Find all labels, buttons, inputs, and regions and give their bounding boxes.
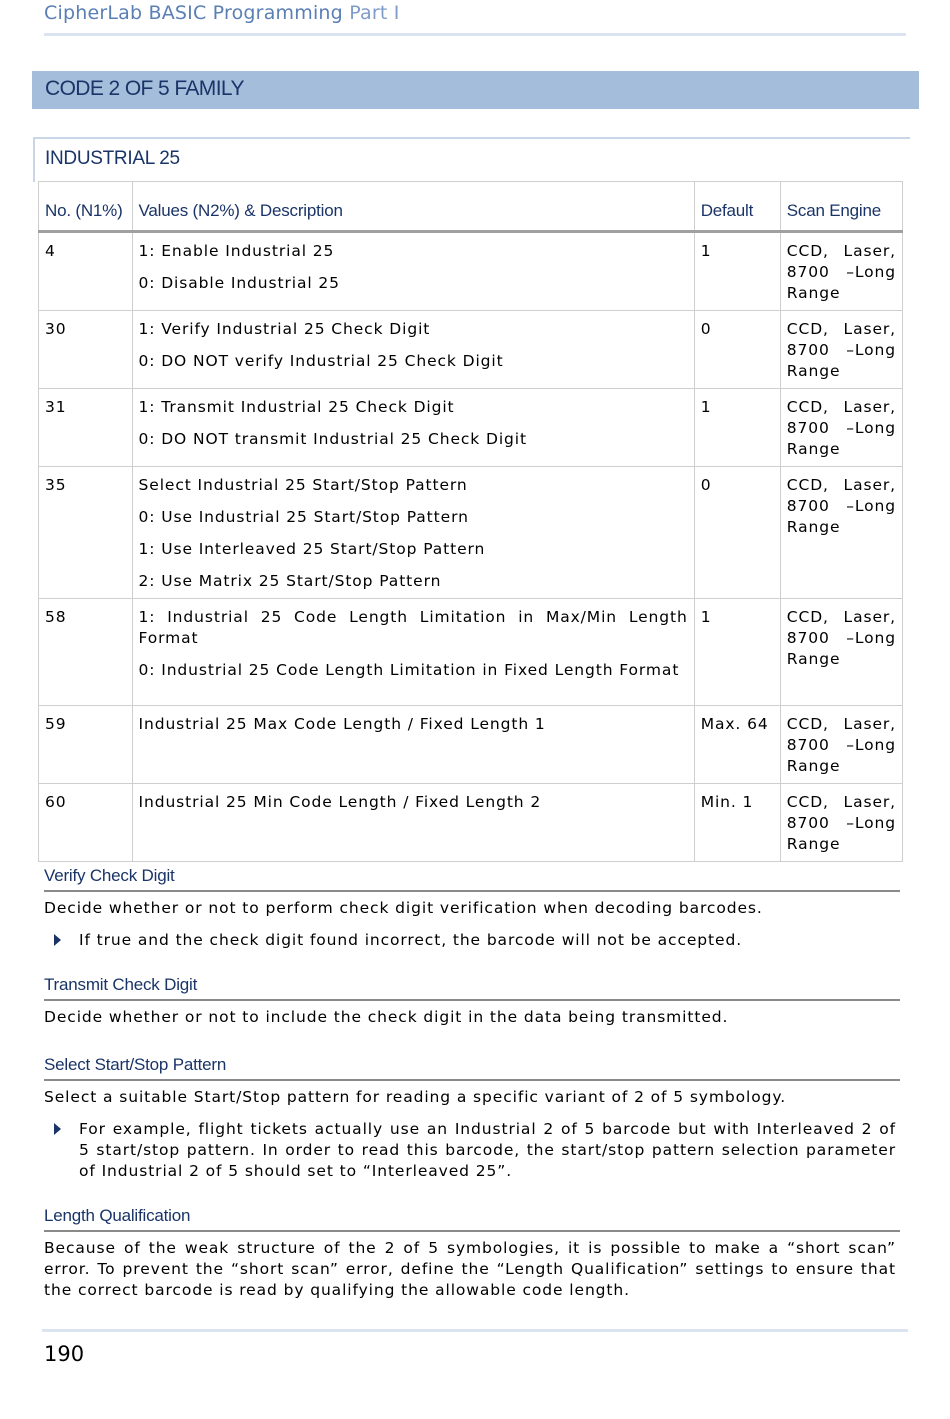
param-values (132, 599, 694, 706)
header-part: Part I (349, 2, 400, 24)
engine-text: CCD, (786, 608, 829, 626)
engine-text: 8700 (786, 736, 830, 754)
transmit-text: Decide whether or not to include the check digit in the data being transmitted. (44, 1008, 729, 1026)
param-scan-engine (780, 232, 902, 311)
value-line: 0: Industrial 25 Code Length Limitation in Fixed Length Format (138, 661, 680, 679)
footer-rule (42, 1329, 908, 1332)
param-number: 59 (39, 706, 133, 784)
value-line: Industrial 25 Min Code Length / Fixed Length 2 (138, 793, 542, 811)
table-row (39, 311, 903, 389)
table-row (39, 784, 903, 862)
param-scan-engine (780, 599, 902, 706)
table-row (39, 706, 903, 784)
verify-text: Decide whether or not to perform check digit verification when decoding barcodes. (44, 899, 763, 917)
engine-text: Range (786, 362, 841, 380)
param-number: 60 (39, 784, 133, 862)
param-values (132, 311, 694, 389)
startstop-heading: Select Start/Stop Pattern (44, 1055, 227, 1074)
header-values: Values (N2%) & Description (132, 182, 694, 232)
table-header-row (39, 182, 903, 232)
transmit-rule (44, 999, 900, 1001)
engine-text: 8700 (786, 814, 830, 832)
engine-text: 8700 (786, 419, 830, 437)
engine-text: CCD, (786, 320, 829, 338)
engine-text: –Long (846, 629, 896, 647)
engine-text: CCD, (786, 715, 829, 733)
verify-rule (44, 890, 900, 892)
value-line: 2: Use Matrix 25 Start/Stop Pattern (138, 572, 442, 590)
length-heading: Length Qualification (44, 1206, 191, 1225)
table-row (39, 467, 903, 599)
param-number: 4 (39, 232, 133, 311)
value-line: 1: Use Interleaved 25 Start/Stop Pattern (138, 540, 486, 558)
engine-text: CCD, (786, 242, 829, 260)
param-scan-engine (780, 389, 902, 467)
engine-text: 8700 (786, 263, 830, 281)
param-default: 0 (694, 467, 780, 599)
engine-text: Laser, (843, 320, 896, 338)
engine-text: 8700 (786, 629, 830, 647)
verify-bullet-text: If true and the check digit found incorrect, the barcode will not be accepted. (79, 931, 743, 949)
engine-text: Laser, (843, 242, 896, 260)
header-default: Default (694, 182, 780, 232)
value-line: 1: Enable Industrial 25 (138, 242, 335, 260)
engine-text: Laser, (843, 608, 896, 626)
parameter-table (38, 181, 903, 862)
param-default: 1 (694, 232, 780, 311)
engine-text: Range (786, 440, 841, 458)
chapter-title: CODE 2 OF 5 FAMILY (45, 77, 244, 100)
engine-text: Range (786, 757, 841, 775)
value-line: 0: Use Industrial 25 Start/Stop Pattern (138, 508, 469, 526)
engine-text: Range (786, 835, 841, 853)
page-number: 190 (44, 1342, 85, 1366)
param-default: 1 (694, 599, 780, 706)
engine-text: Laser, (843, 793, 896, 811)
header-title: CipherLab BASIC Programming (44, 2, 343, 24)
value-line: 1: Transmit Industrial 25 Check Digit (138, 398, 455, 416)
value-line: 0: Disable Industrial 25 (138, 274, 340, 292)
startstop-bullet-text: For example, flight tickets actually use an Industrial 2 of 5 barcode but with Interleaved 2 of 5 start/stop pattern. In order to read this barcode, the start/stop pattern selection parameter of Industrial 2 of 5 should set to “Interleaved 25”. (79, 1120, 896, 1180)
length-text: Because of the weak structure of the 2 of 5 symbologies, it is possible to make a “short scan” error. To prevent the “short scan” error, define the “Length Qualification” settings to ensure that the correct barcode is read by qualifying the allowable code length. (44, 1239, 896, 1299)
param-number: 35 (39, 467, 133, 599)
engine-text: Range (786, 518, 841, 536)
engine-text: Laser, (843, 398, 896, 416)
section-title: INDUSTRIAL 25 (45, 148, 180, 169)
engine-text: 8700 (786, 497, 830, 515)
engine-text: –Long (846, 497, 896, 515)
param-scan-engine (780, 311, 902, 389)
param-values (132, 232, 694, 311)
engine-text: CCD, (786, 793, 829, 811)
bullet-arrow-icon (54, 934, 61, 946)
value-line: 1: Industrial 25 Code Length Limitation in Max/Min Length Format (138, 608, 688, 647)
startstop-bullet (44, 1119, 896, 1182)
value-line: Select Industrial 25 Start/Stop Pattern (138, 476, 468, 494)
param-scan-engine (780, 706, 902, 784)
param-values (132, 706, 694, 784)
engine-text: Laser, (843, 476, 896, 494)
engine-text: –Long (846, 263, 896, 281)
param-values (132, 784, 694, 862)
section-heading (33, 137, 910, 182)
value-line: 0: DO NOT transmit Industrial 25 Check Digit (138, 430, 527, 448)
header-no: No. (N1%) (39, 182, 133, 232)
engine-text: –Long (846, 736, 896, 754)
engine-text: Range (786, 650, 841, 668)
engine-text: CCD, (786, 476, 829, 494)
value-line: Industrial 25 Max Code Length / Fixed Length 1 (138, 715, 546, 733)
value-line: 1: Verify Industrial 25 Check Digit (138, 320, 431, 338)
transmit-heading: Transmit Check Digit (44, 975, 198, 994)
param-number: 58 (39, 599, 133, 706)
length-rule (44, 1230, 900, 1232)
param-number: 30 (39, 311, 133, 389)
param-default: Max. 64 (694, 706, 780, 784)
engine-text: Laser, (843, 715, 896, 733)
engine-text: –Long (846, 814, 896, 832)
param-default: Min. 1 (694, 784, 780, 862)
param-default: 0 (694, 311, 780, 389)
param-scan-engine (780, 784, 902, 862)
header-rule (44, 33, 906, 36)
header-scan-engine: Scan Engine (780, 182, 902, 232)
startstop-rule (44, 1079, 900, 1081)
param-values (132, 389, 694, 467)
param-default: 1 (694, 389, 780, 467)
running-header (44, 2, 400, 24)
bullet-arrow-icon (54, 1123, 61, 1135)
engine-text: –Long (846, 419, 896, 437)
value-line: 0: DO NOT verify Industrial 25 Check Digit (138, 352, 504, 370)
param-number: 31 (39, 389, 133, 467)
engine-text: CCD, (786, 398, 829, 416)
table-row (39, 232, 903, 311)
table-row (39, 389, 903, 467)
table-row (39, 599, 903, 706)
param-values (132, 467, 694, 599)
verify-bullet (44, 930, 896, 951)
engine-text: 8700 (786, 341, 830, 359)
engine-text: Range (786, 284, 841, 302)
chapter-banner (32, 71, 919, 109)
param-scan-engine (780, 467, 902, 599)
verify-heading: Verify Check Digit (44, 866, 175, 885)
engine-text: –Long (846, 341, 896, 359)
startstop-text: Select a suitable Start/Stop pattern for reading a specific variant of 2 of 5 symbology. (44, 1088, 787, 1106)
